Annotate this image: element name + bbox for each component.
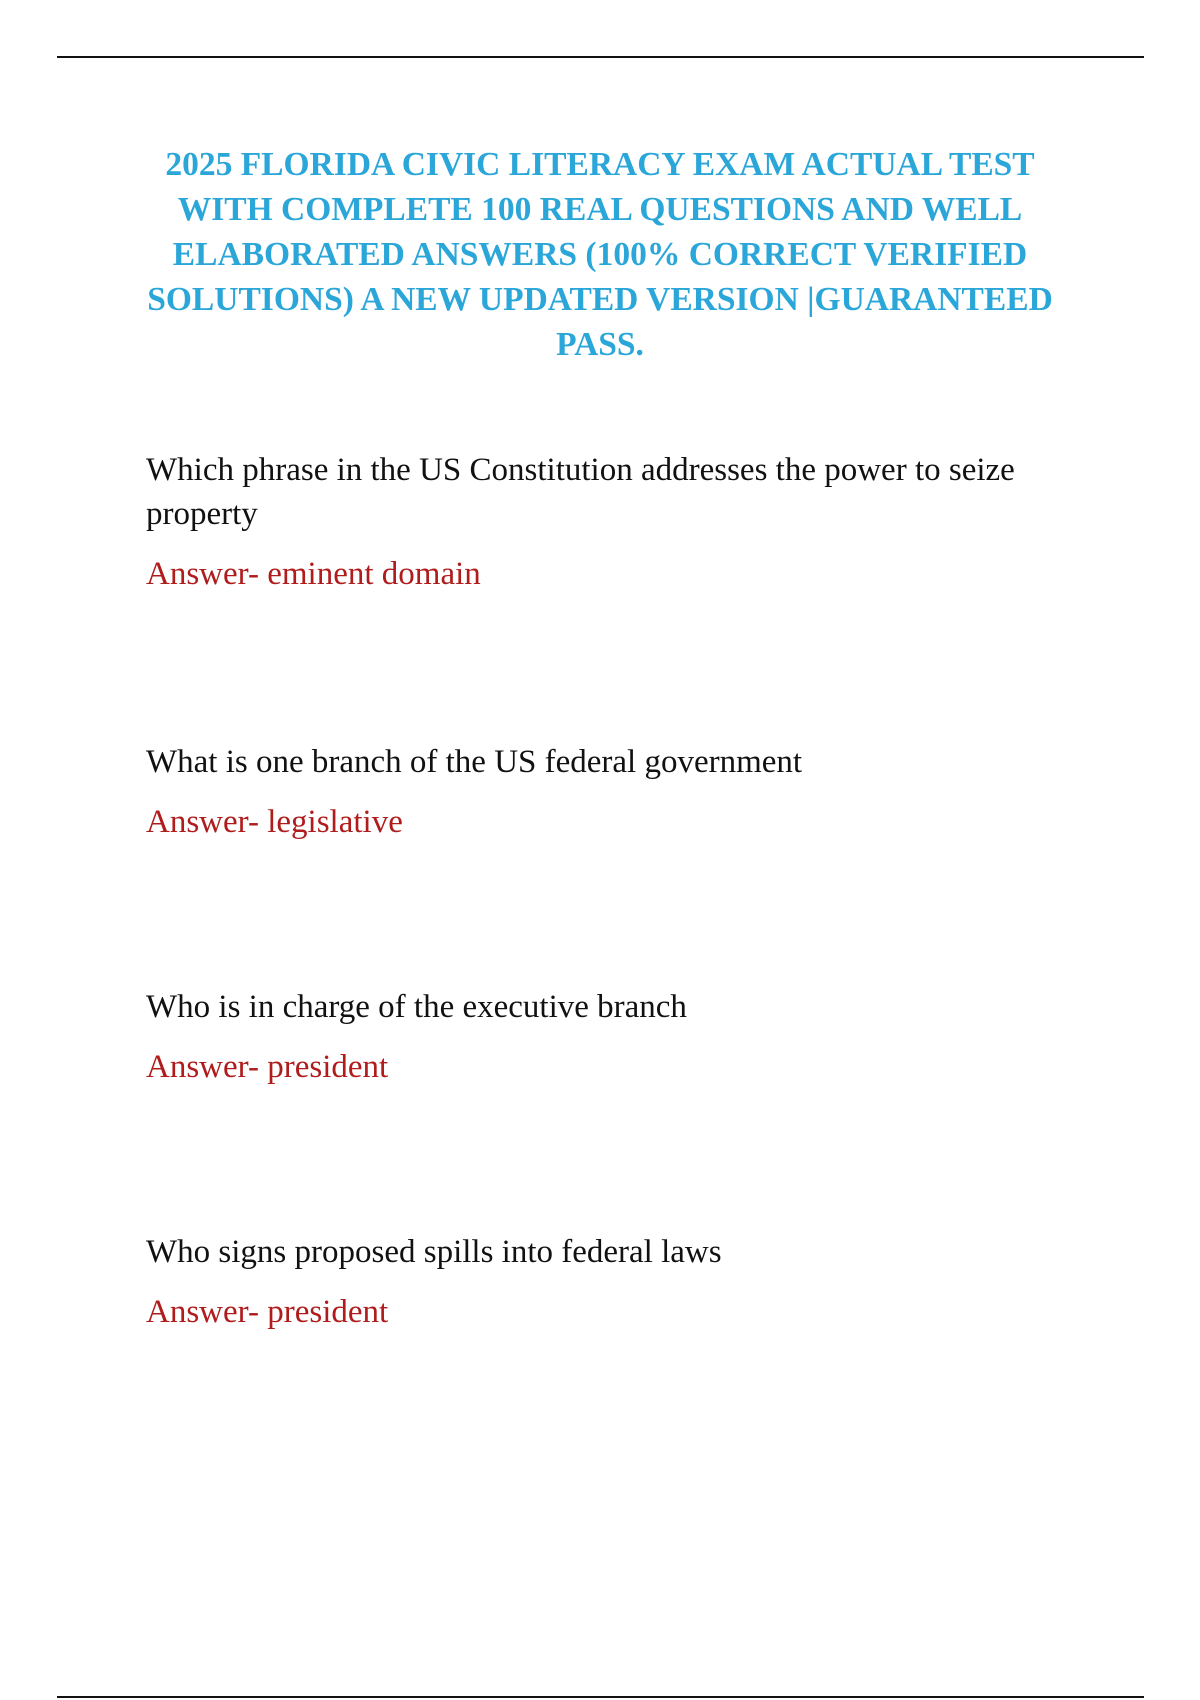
qa-item-3 [146, 985, 1046, 1089]
qa-item-1 [146, 448, 1046, 596]
qa-item-4 [146, 1230, 1046, 1334]
answer-text: Answer- president [146, 1049, 389, 1085]
question-text: Who is in charge of the executive branch [146, 989, 687, 1025]
question-text: Who signs proposed spills into federal laws [146, 1234, 722, 1270]
answer-text: Answer- eminent domain [146, 556, 481, 592]
answer-text: Answer- legislative [146, 804, 403, 840]
bottom-rule [57, 1696, 1144, 1698]
answer-text: Answer- president [146, 1294, 389, 1330]
qa-item-2 [146, 740, 1046, 844]
top-rule [57, 56, 1144, 58]
question-text: What is one branch of the US federal government [146, 744, 803, 780]
document-title: 2025 FLORIDA CIVIC LITERACY EXAM ACTUAL TEST WITH COMPLETE 100 REAL QUESTIONS AND WELL ELABORATED ANSWERS (100% CORRECT VERIFIED SOLUTIONS) A NEW UPDATED VERSION |GUARANTEED PASS. [147, 146, 1053, 363]
question-text: Which phrase in the US Constitution addresses the power to seize property [146, 452, 1015, 532]
